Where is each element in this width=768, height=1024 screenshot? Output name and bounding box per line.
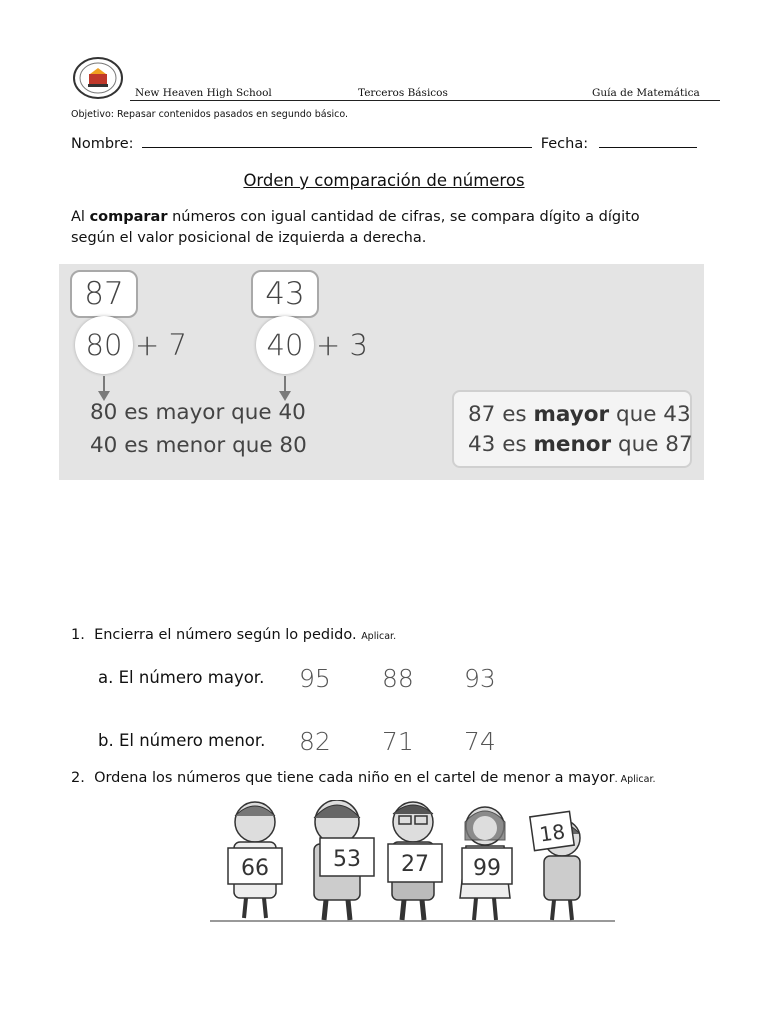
- school-name: New Heaven High School: [135, 87, 272, 99]
- name-field[interactable]: [142, 133, 532, 148]
- tens-circle-40: 40: [256, 316, 314, 374]
- option-1b-2[interactable]: 71: [382, 727, 414, 756]
- skill-tag: Aplicar.: [361, 631, 397, 642]
- name-date-row: [71, 133, 697, 152]
- children-holding-cards-illustration: [210, 800, 615, 926]
- option-1b-1[interactable]: 82: [299, 727, 331, 756]
- intro-paragraph: Al comparar números con igual cantidad de cifras, se compara dígito a dígito según el valor posicional de izquierda a derecha.: [71, 209, 640, 246]
- child-3: [388, 802, 442, 920]
- child-4: [460, 807, 512, 920]
- svg-text:53: 53: [333, 847, 361, 872]
- comparison-line-2: 40 es menor que 80: [90, 433, 307, 458]
- arrow-down-icon: [103, 376, 105, 392]
- date-label: Fecha:: [540, 136, 589, 152]
- option-1a-2[interactable]: 88: [382, 664, 414, 693]
- skill-tag: . Aplicar.: [614, 774, 656, 785]
- decomposition-plus-3: + 3: [316, 328, 368, 362]
- child-1: [228, 802, 282, 918]
- objective-text: Objetivo: Repasar contenidos pasados en segundo básico.: [71, 109, 349, 120]
- school-logo: [72, 56, 124, 100]
- child-5: [530, 811, 580, 920]
- result-line-1: 87 es mayor que 43: [468, 402, 691, 427]
- option-1a-1[interactable]: 95: [299, 664, 331, 693]
- child-2: [314, 800, 374, 920]
- question-1: 1. Encierra el número según lo pedido. Aplicar.: [71, 627, 397, 643]
- header-divider: [130, 100, 720, 101]
- date-field[interactable]: [599, 133, 697, 148]
- grade-label: Terceros Básicos: [358, 87, 448, 99]
- option-1a-3[interactable]: 93: [464, 664, 496, 693]
- question-1b-label: b. El número menor.: [98, 731, 266, 750]
- svg-text:66: 66: [241, 856, 269, 881]
- page-title: Orden y comparación de números: [243, 171, 525, 190]
- svg-text:99: 99: [473, 856, 501, 881]
- option-1b-3[interactable]: 74: [464, 727, 496, 756]
- question-1a-label: a. El número mayor.: [98, 668, 265, 687]
- tens-circle-80: 80: [75, 316, 133, 374]
- number-card-43: 43: [251, 270, 319, 318]
- arrow-down-icon: [284, 376, 286, 392]
- svg-text:18: 18: [538, 819, 567, 847]
- guide-label: Guía de Matemática: [592, 87, 700, 99]
- number-card-87: 87: [70, 270, 138, 318]
- svg-text:27: 27: [401, 852, 429, 877]
- question-2: 2. Ordena los números que tiene cada niño en el cartel de menor a mayor. Aplicar.: [71, 770, 656, 786]
- comparison-illustration: [59, 264, 704, 480]
- comparison-line-1: 80 es mayor que 40: [90, 400, 306, 425]
- name-label: Nombre:: [71, 136, 134, 152]
- result-line-2: 43 es menor que 87: [468, 432, 693, 457]
- result-box: [452, 390, 692, 468]
- decomposition-plus-7: + 7: [135, 328, 187, 362]
